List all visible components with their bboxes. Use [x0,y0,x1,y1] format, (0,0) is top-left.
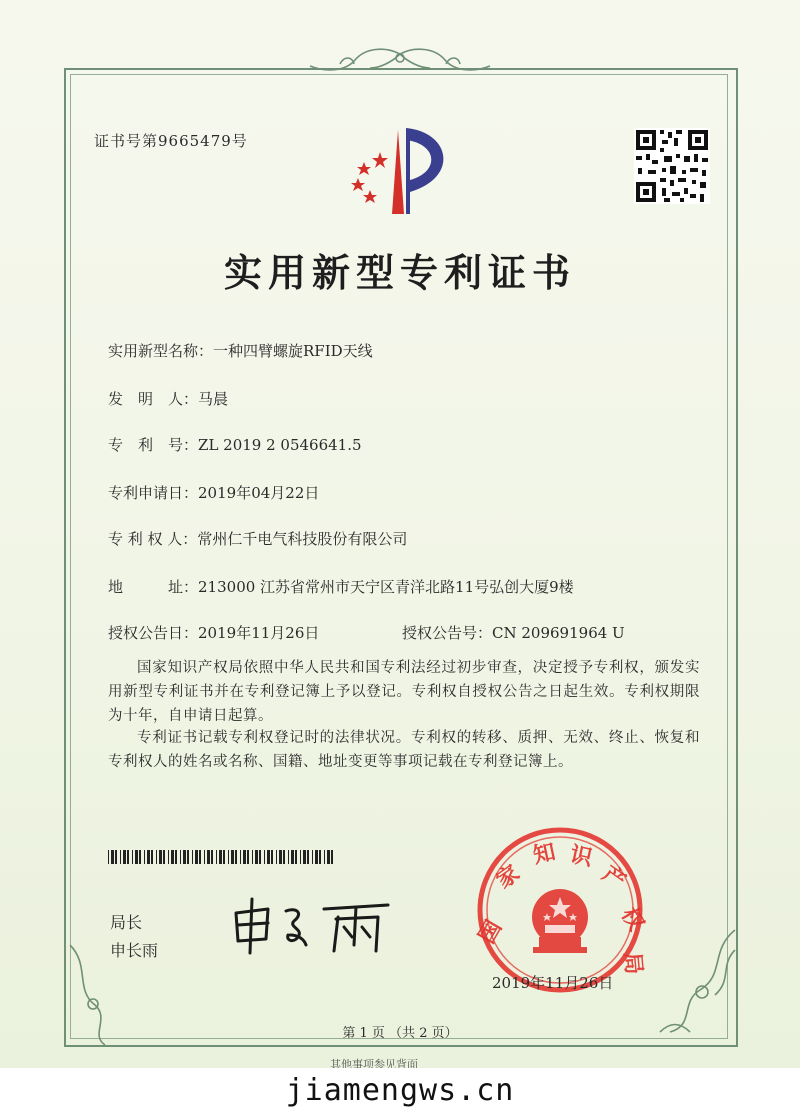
field-label: 专 利 号： [108,436,199,454]
director-name: 申长雨 [110,941,159,960]
page-number: 第 1 页 （共 2 页） [342,1026,458,1041]
field-grant-date [108,622,319,643]
field-label: 授权公告日： [108,624,199,642]
field-label: 发 明 人： [108,390,199,408]
field-inventor [108,388,228,409]
svg-text:家: 家 [492,860,525,894]
certificate-title: 实用新型专利证书 [223,250,576,295]
official-seal-icon [474,825,649,995]
field-value: 213000 江苏省常州市天宁区青洋北路11号弘创大厦9楼 [198,578,574,596]
director-title: 局长 [110,913,143,932]
qr-code-icon [634,128,710,204]
body-paragraph-1: 国家知识产权局依照中华人民共和国专利法经过初步审查，决定授予专利权，颁发实用新型专利证书并在专利登记簿上予以登记。专利权自授权公告之日起生效。专利权期限为十年，自申请日起算。 [108,660,700,724]
field-value: 常州仁千电气科技股份有限公司 [197,530,408,548]
handwritten-signature-icon [228,895,408,955]
svg-text:产: 产 [597,861,630,895]
barcode-icon [108,850,333,864]
field-label: 专利申请日： [108,484,199,502]
field-label: 专 利 权 人： [108,530,198,548]
svg-text:权: 权 [615,903,649,936]
body-paragraph-2: 专利证书记载专利权登记时的法律状况。专利权的转移、质押、无效、终止、恢复和专利权人的姓名或名称、国籍、地址变更等事项记载在专利登记簿上。 [108,730,700,770]
field-utility-model-name [108,340,373,361]
seal-date: 2019年11月26日 [492,974,614,992]
field-value: CN 209691964 U [492,624,625,642]
svg-text:局: 局 [619,951,646,976]
field-address [108,576,574,597]
field-label: 授权公告号： [402,624,493,642]
field-value: 2019年11月26日 [198,624,320,642]
patent-office-logo-icon [340,122,470,222]
field-value: ZL 2019 2 0546641.5 [198,436,362,454]
certificate-number: 证书号第9665479号 [94,132,248,150]
field-value: 马晨 [198,390,229,408]
footer-note [330,1056,470,1064]
site-watermark: jiamengws.cn [0,1068,800,1113]
field-grant-number [402,622,625,643]
field-value: 一种四臂螺旋RFID天线 [213,342,373,360]
field-label: 实用新型名称： [108,342,214,360]
field-application-date [108,482,319,503]
field-label: 地 址： [108,578,199,596]
field-patentee [108,528,407,549]
svg-text:识: 识 [567,842,595,872]
top-ornament-icon [300,46,500,86]
field-patent-number [108,434,362,455]
svg-text:知: 知 [531,839,558,869]
svg-text:国: 国 [474,916,508,948]
field-value: 2019年04月22日 [198,484,320,502]
